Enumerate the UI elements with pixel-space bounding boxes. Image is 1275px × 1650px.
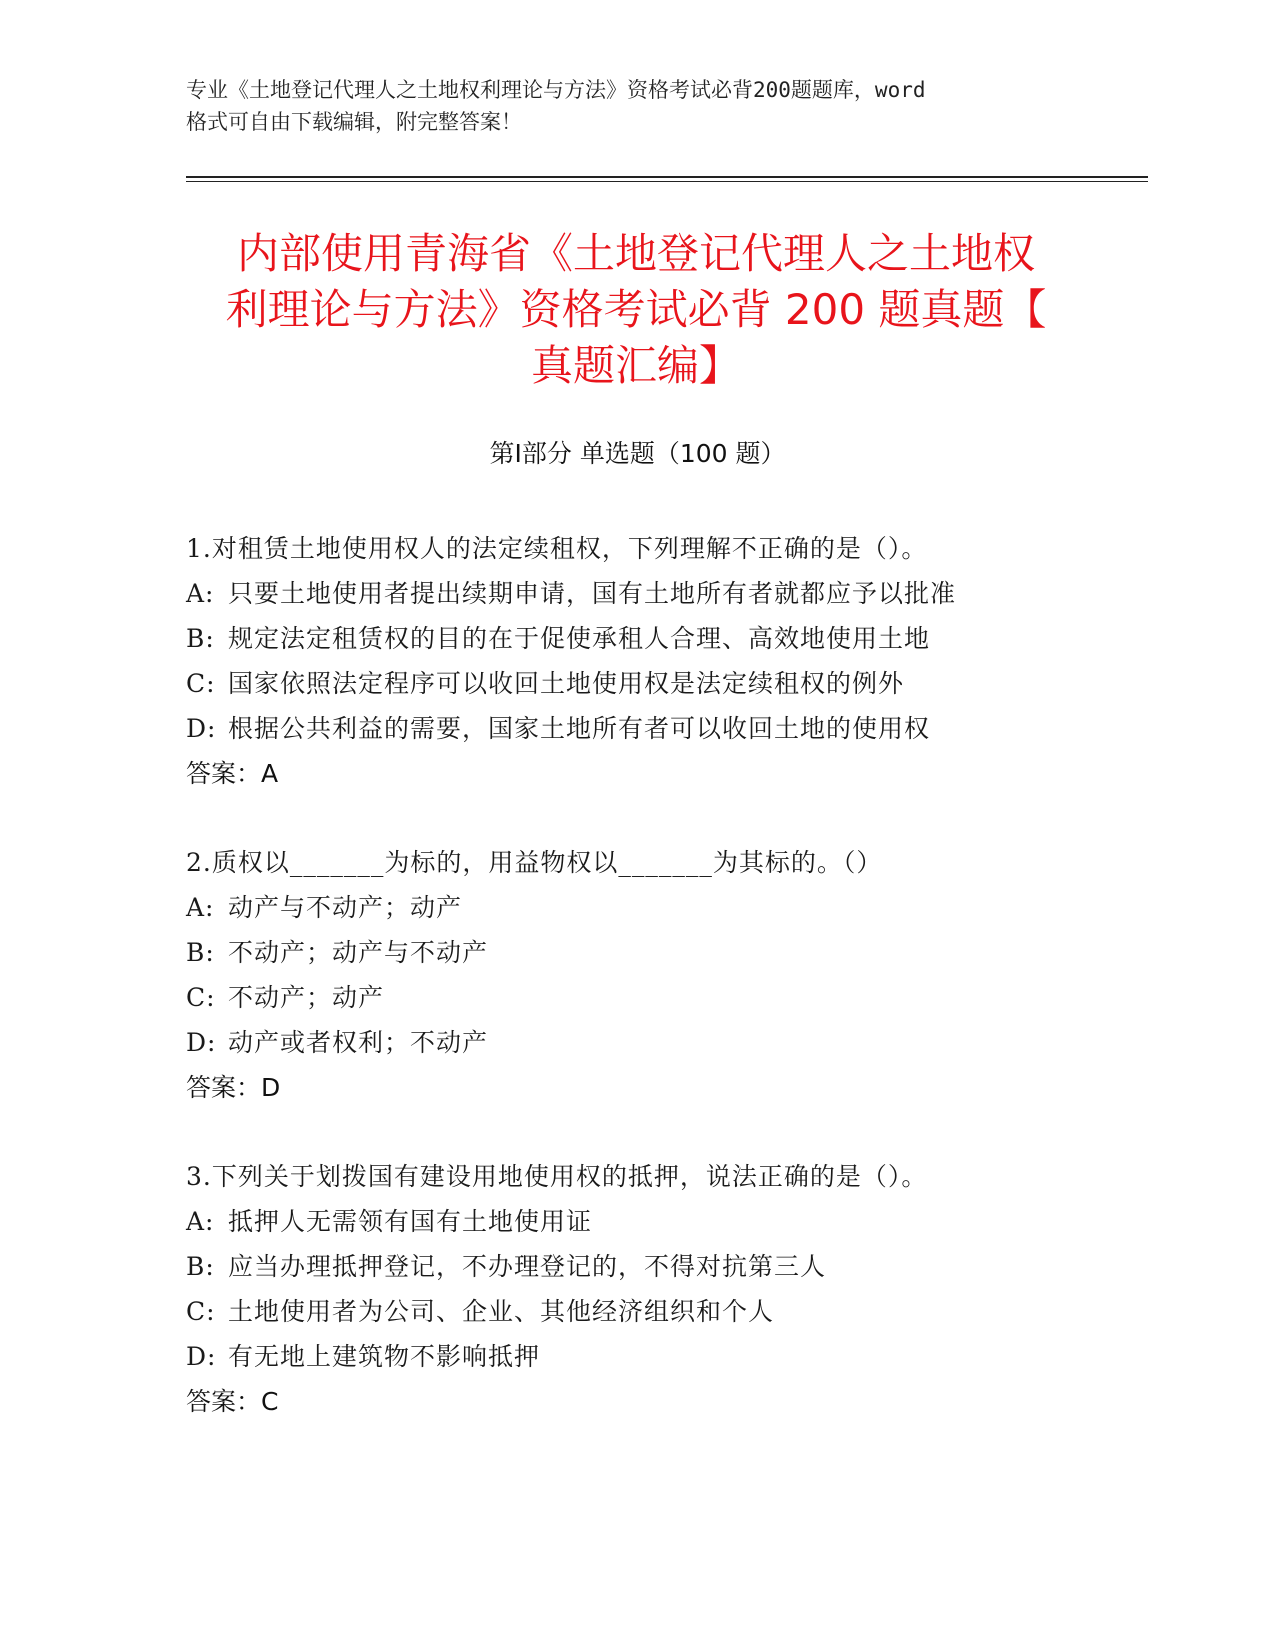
document-title-line-3: 真题汇编】 [530, 341, 741, 390]
option-a [186, 1199, 1086, 1244]
option-b [186, 930, 1086, 975]
header-note-line-1: 专业《土地登记代理人之土地权利理论与方法》资格考试必背200题题库，word [186, 78, 926, 102]
option-key: A: [186, 1207, 215, 1236]
document-title [186, 226, 1086, 394]
option-text: 不动产；动产与不动产 [228, 938, 489, 967]
option-key: B: [186, 1252, 215, 1281]
answer-line: 答案：C [186, 1387, 279, 1416]
option-key: A: [186, 579, 215, 608]
option-d [186, 1334, 1086, 1379]
option-text: 规定法定租赁权的目的在于促使承租人合理、高效地使用土地 [228, 624, 931, 653]
question-item [186, 526, 1086, 796]
question-item [186, 840, 1086, 1110]
answer-line: 答案：D [186, 1073, 281, 1102]
question-stem: 2.质权以_______为标的，用益物权以_______为其标的。（） [186, 848, 883, 877]
option-key: A: [186, 893, 215, 922]
option-d [186, 1020, 1086, 1065]
option-b [186, 616, 1086, 661]
option-key: D: [186, 714, 217, 743]
question-stem: 1.对租赁土地使用权人的法定续租权，下列理解不正确的是（）。 [186, 534, 928, 563]
option-key: C: [186, 1297, 216, 1326]
header-divider-thin [186, 181, 1148, 182]
option-text: 土地使用者为公司、企业、其他经济组织和个人 [228, 1297, 775, 1326]
option-a [186, 571, 1086, 616]
option-key: C: [186, 669, 216, 698]
header-note-line-2: 格式可自由下载编辑，附完整答案！ [186, 110, 522, 134]
option-a [186, 885, 1086, 930]
section-title: 第Ⅰ部分 单选题（100 题） [489, 439, 786, 468]
option-text: 应当办理抵押登记，不办理登记的，不得对抗第三人 [228, 1252, 827, 1281]
option-text: 只要土地使用者提出续期申请，国有土地所有者就都应予以批准 [228, 579, 957, 608]
header-note [186, 74, 1066, 138]
option-d [186, 706, 1086, 751]
option-text: 动产或者权利；不动产 [228, 1028, 489, 1057]
question-stem: 3.下列关于划拨国有建设用地使用权的抵押，说法正确的是（）。 [186, 1162, 928, 1191]
header-divider-thick [186, 176, 1148, 178]
document-title-line-2: 利理论与方法》资格考试必背 200 题真题【 [225, 285, 1047, 334]
option-text: 抵押人无需领有国有土地使用证 [228, 1207, 593, 1236]
option-key: D: [186, 1342, 217, 1371]
answer-line: 答案：A [186, 759, 279, 788]
question-list [186, 526, 1086, 1468]
option-key: C: [186, 983, 216, 1012]
option-c [186, 661, 1086, 706]
option-text: 不动产；动产 [228, 983, 385, 1012]
document-title-line-1: 内部使用青海省《土地登记代理人之土地权 [236, 229, 1035, 278]
option-c [186, 975, 1086, 1020]
option-text: 动产与不动产；动产 [228, 893, 463, 922]
option-key: B: [186, 938, 215, 967]
option-key: B: [186, 624, 215, 653]
option-text: 根据公共利益的需要，国家土地所有者可以收回土地的使用权 [228, 714, 931, 743]
option-b [186, 1244, 1086, 1289]
option-text: 国家依照法定程序可以收回土地使用权是法定续租权的例外 [228, 669, 905, 698]
question-item [186, 1154, 1086, 1424]
option-key: D: [186, 1028, 217, 1057]
option-text: 有无地上建筑物不影响抵押 [228, 1342, 541, 1371]
option-c [186, 1289, 1086, 1334]
